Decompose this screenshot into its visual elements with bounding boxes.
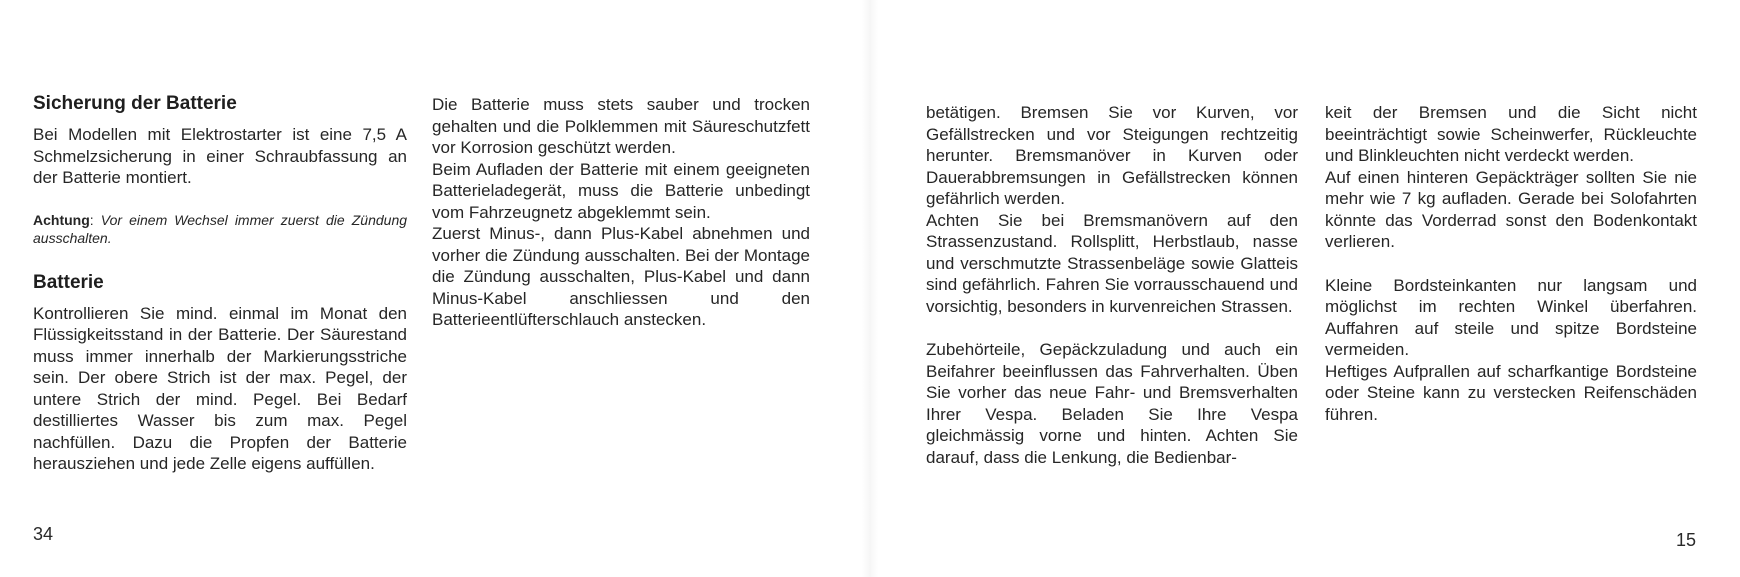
page-number-right: 15	[1676, 530, 1697, 550]
page-gutter	[862, 0, 878, 577]
heading-battery: Batterie	[33, 271, 104, 293]
page-number-left: 34	[33, 524, 54, 544]
warning-label: Achtung	[33, 211, 90, 228]
paragraph-fluid-level: Kontrollieren Sie mind. einmal im Monat den Flüssigkeitsstand in der Batterie. Der Säurestand muss immer innerhalb der Markierungsstriche sein. Der obere Strich ist der max. Pegel, der untere Strich der mind. Pegel. Bei Bedarf destilliertes Wasser bis zum max. Pegel nachfüllen. Dazu die Propfen der Batterie herausziehen und jede Zelle eigens auffüllen.	[33, 303, 407, 473]
paragraph-fuse-info: Bei Modellen mit Elektrostarter ist eine 7,5 A Schmelzsicherung in einer Schraubfassung an der Batterie montiert.	[33, 125, 407, 187]
paragraph-road-condition: Achten Sie bei Bremsmanövern auf den Strassenzustand. Rollsplitt, Herbstlaub, nasse und verschmutzte Strassenbeläge sowie Glatteis sind gefährlich. Fahren Sie vorrausschauend und vorsichtig, besonders in kurvenreichen Strassen.	[926, 210, 1298, 316]
paragraph-load: Zubehörteile, Gepäckzuladung und auch ein Beifahrer beeinflussen das Fahrverhalten. Üben Sie vorher das neue Fahr- und Bremsverhalten Ihrer Vespa. Beladen Sie Ihre Vespa gleichmässig vorne und hinten. Achten Sie darauf, dass die Lenkung, die Bedienbar-	[926, 340, 1298, 467]
paragraph-braking: betätigen. Bremsen Sie vor Kurven, vor Gefällstrecken und vor Steigungen rechtzeitig herunter. Bremsmanöver in Kurven oder Dauerabbremsungen in Gefällstrecken können gefährlich werden.	[926, 103, 1298, 208]
warning-note: Achtung: Vor einem Wechsel immer zuerst die Zündung ausschalten.	[33, 211, 408, 246]
left-page-column-1	[33, 92, 407, 475]
right-page-column-2	[1325, 102, 1697, 425]
paragraph-battery-care: Die Batterie muss stets sauber und trocken gehalten und die Polklemmen mit Säureschutzfett vor Korrosion geschützt werden.	[432, 95, 810, 157]
warning-text: Vor einem Wechsel immer zuerst die Zündung ausschalten.	[33, 211, 408, 246]
left-page-column-2	[432, 94, 810, 331]
right-page-column-1	[926, 102, 1298, 468]
paragraph-charging: Beim Aufladen der Batterie mit einem geeigneten Batterieladegerät, muss die Batterie unbedingt vom Fahrzeugnetz abgeklemmt sein.	[432, 159, 810, 222]
paragraph-luggage-rack: Auf einen hinteren Gepäckträger sollten Sie nie mehr wie 7 kg aufladen. Gerade bei Solofahrten könnte das Vorderrad sonst den Bodenkontakt verlieren.	[1325, 167, 1697, 251]
paragraph-curbs: Kleine Bordsteinkanten nur langsam und möglichst im rechten Winkel überfahren. Auffahren auf steile und spitze Bordsteine vermeiden.	[1325, 275, 1697, 359]
paragraph-impact: Heftiges Aufprallen auf scharfkantige Bordsteine oder Steine kann zu verstecken Reifenschäden führen.	[1325, 361, 1697, 424]
paragraph-visibility: keit der Bremsen und die Sicht nicht beeinträchtigt sowie Scheinwerfer, Rückleuchte und Blinkleuchten nicht verdeckt werden.	[1325, 103, 1697, 165]
paragraph-cable-removal: Zuerst Minus-, dann Plus-Kabel abnehmen und vorher die Zündung ausschalten. Bei der Montage die Zündung ausschalten, Plus-Kabel und dann Minus-Kabel anschliessen und den Batterieentlüfterschlauch anstecken.	[432, 224, 810, 329]
heading-battery-fuse: Sicherung der Batterie	[33, 93, 237, 114]
